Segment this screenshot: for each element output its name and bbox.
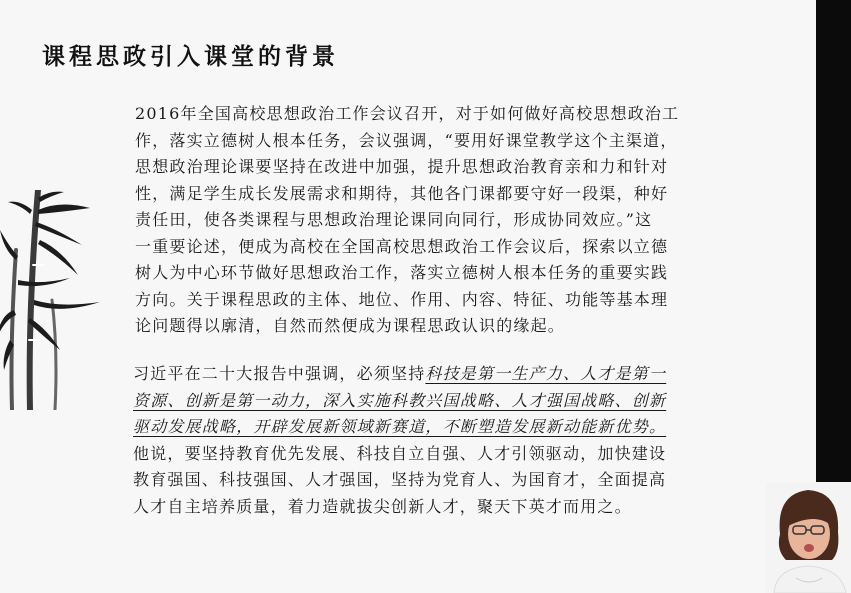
paragraph-background-2016 (135, 101, 773, 340)
paragraph-line: 方向。关于课程思政的主体、地位、作用、内容、特征、功能等基本理 (135, 289, 669, 309)
paragraph-line: 他说，要坚持教育优先发展、科技自立自强、人才引领驱动，加快建设 (133, 443, 667, 463)
paragraph-line: 思想政治理论课要坚持在改进中加强，提升思想政治教育亲和力和针对 (135, 157, 669, 176)
paragraph-line (133, 361, 771, 388)
paragraph-line: 责任田，使各类课程与思想政治理论课同向同行，形成协同效应。”这 (135, 210, 653, 229)
paragraph-line: 树人为中心环节做好思想政治工作，落实立德树人根本任务的重要实践 (135, 263, 669, 282)
paragraph-line: 2016年全国高校思想政治工作会议召开，对于如何做好高校思想政治工 (135, 104, 680, 123)
paragraph-line: 性，满足学生成长发展需求和期待，其他各门课都要守好一段渠，种好 (135, 183, 669, 203)
underlined-quote: 资源、创新是第一动力，深入实施科教兴国战略、人才强国战略、创新 (133, 390, 667, 410)
paragraph-line: 论问题得以廓清，自然而然便成为课程思政认识的缘起。 (135, 316, 566, 335)
paragraph-line: 一重要论述，便成为高校在全国高校思想政治工作会议后，探索以立德 (135, 236, 669, 256)
underlined-quote: 科技是第一生产力、人才是第一 (425, 364, 667, 383)
paragraph-twentieth-congress (133, 361, 771, 520)
paragraph-line: 人才自主培养质量，着力造就拔尖创新人才，聚天下英才而用之。 (133, 496, 632, 516)
slide-title: 课程思政引入课堂的背景 (42, 44, 339, 70)
bamboo-ink-decoration (0, 190, 110, 410)
underlined-quote: 驱动发展战略，开辟发展新领域新赛道，不断塑造发展新动能新优势。 (133, 417, 667, 436)
plain-text: 习近平在二十大报告中强调，必须坚持 (133, 364, 426, 383)
presenter-video-thumbnail (766, 482, 851, 593)
paragraph-line: 教育强国、科技强国、人才强国，坚持为党育人、为国育才，全面提高 (133, 470, 667, 489)
paragraph-line: 作，落实立德树人根本任务，会议强调，“要用好课堂教学这个主渠道， (135, 130, 678, 150)
